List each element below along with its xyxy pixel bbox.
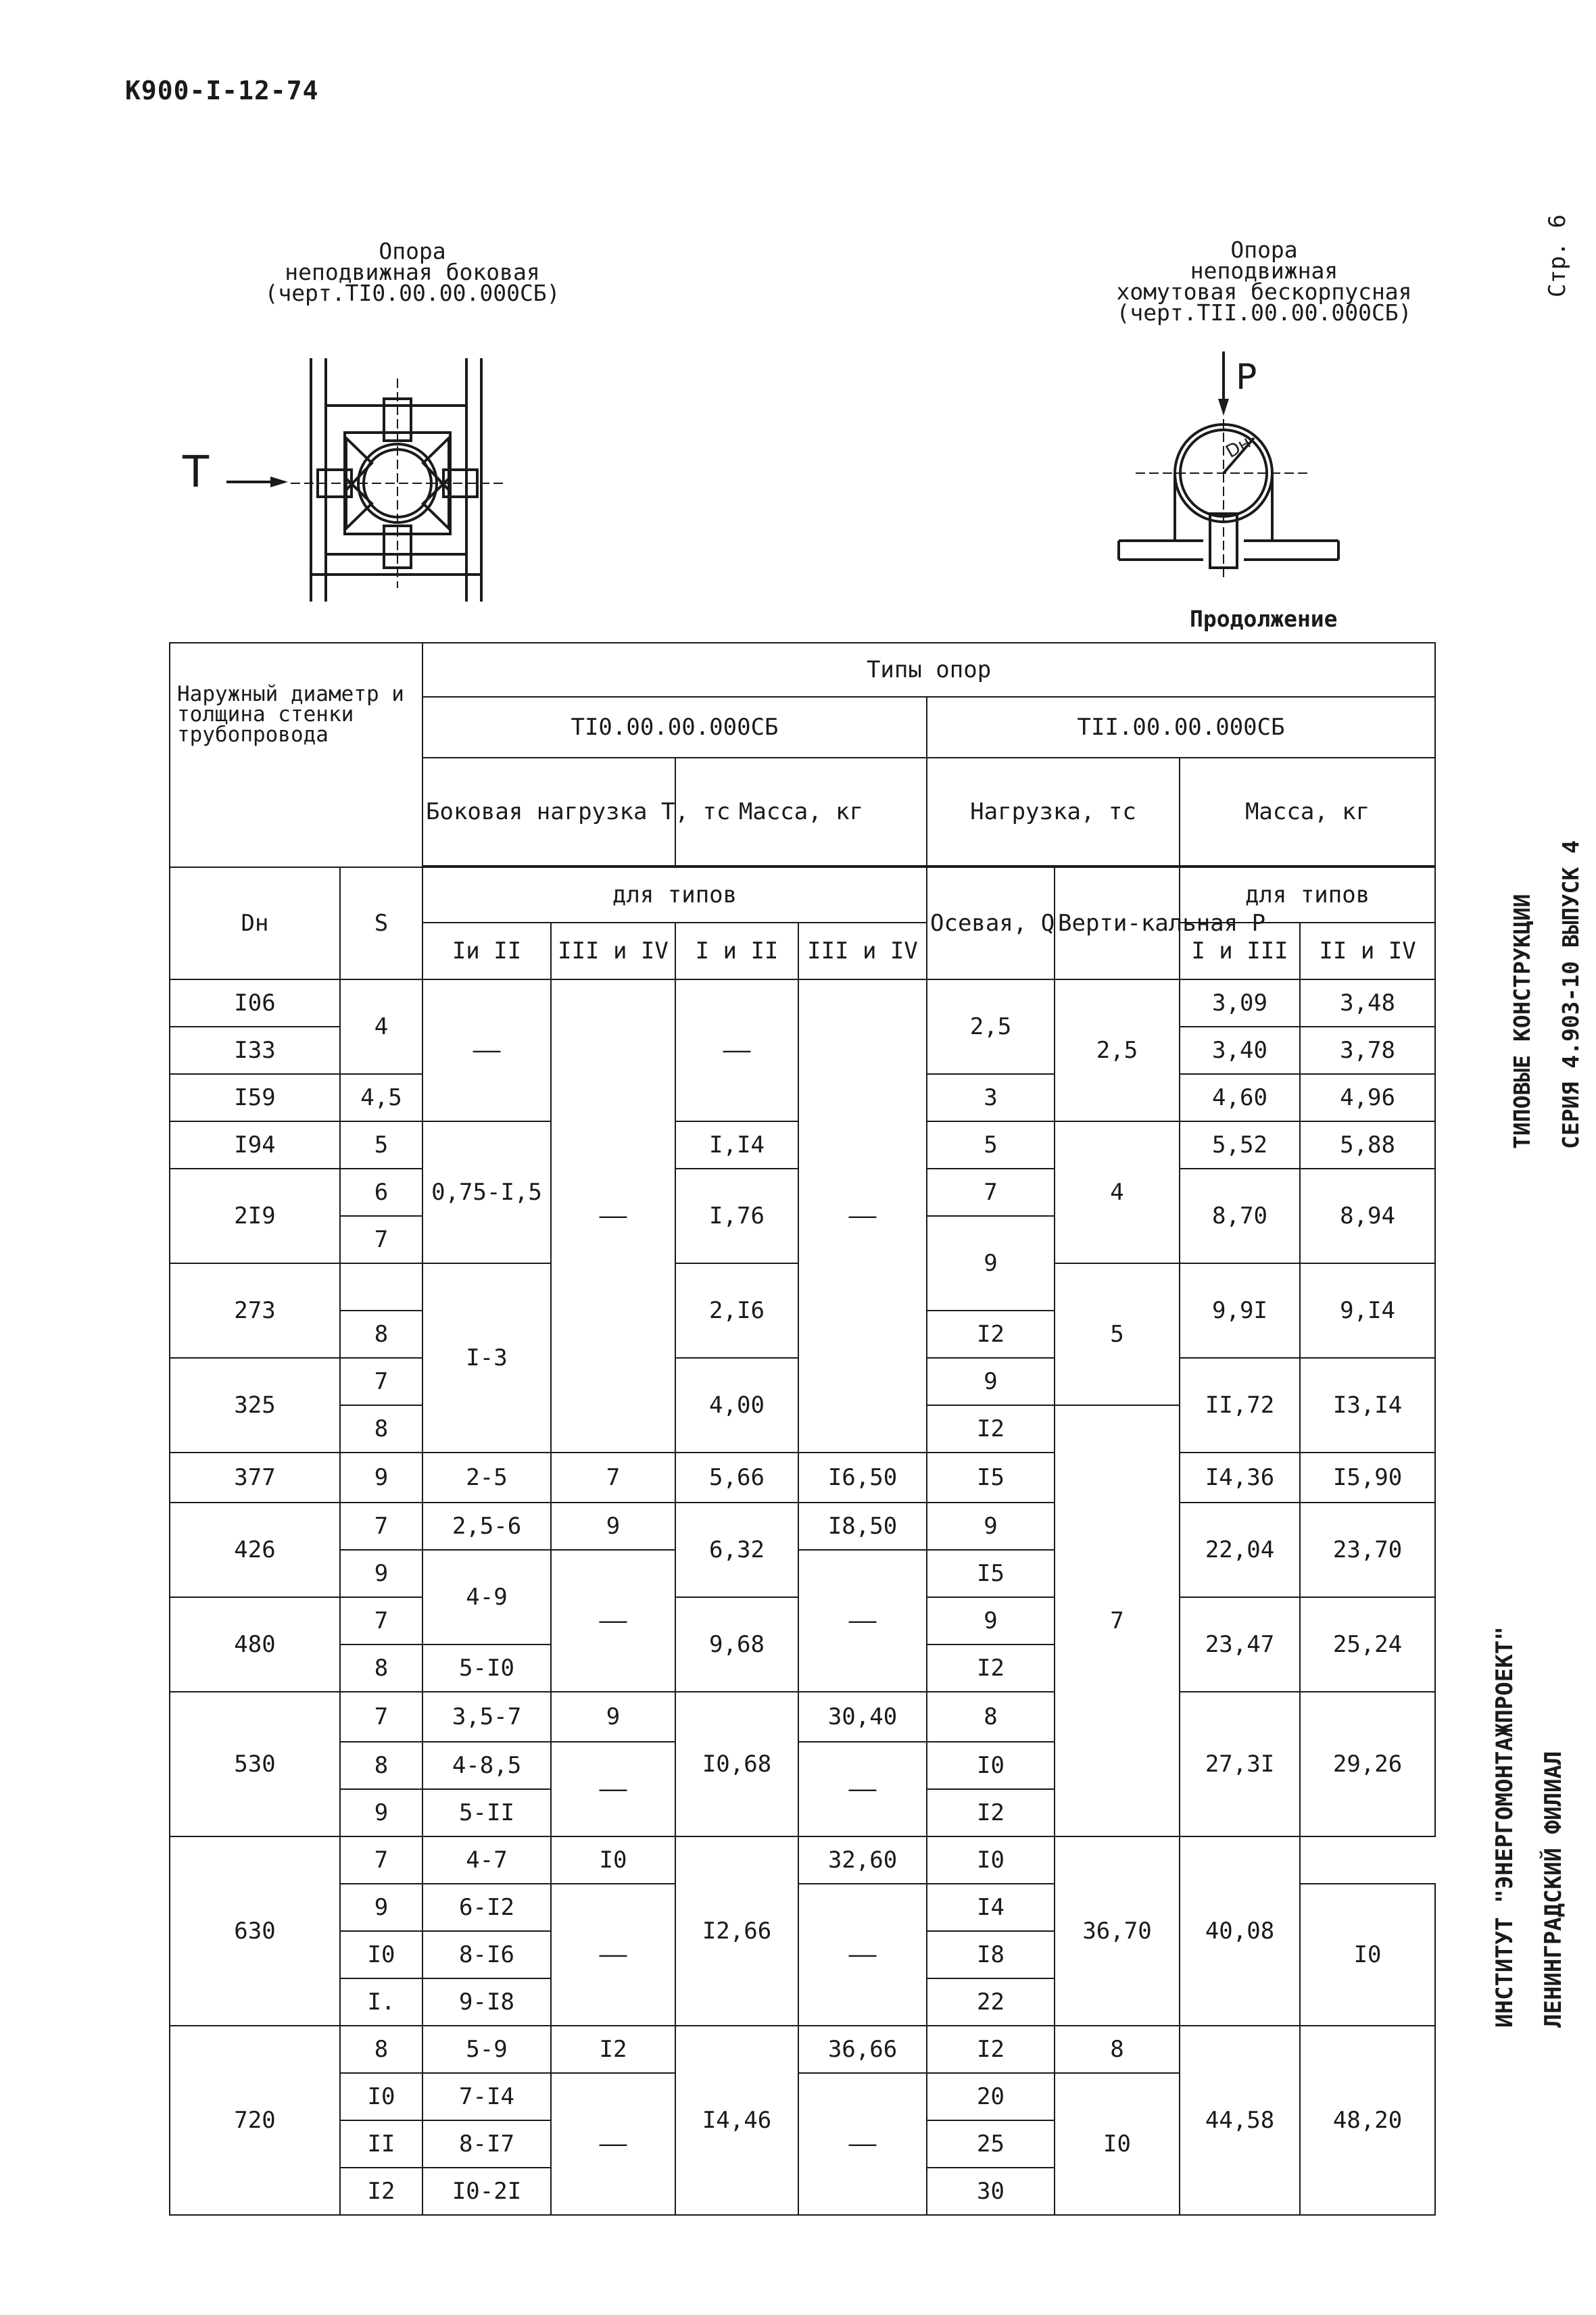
mass2-cell: 5,88 (1300, 1121, 1435, 1169)
vertical-cell: I0 (1055, 2073, 1180, 2215)
side-load-header: Боковая нагрузка T, тс (422, 758, 675, 866)
s-cell: I0 (340, 1931, 422, 1978)
supports-table (169, 642, 1436, 2216)
dn-cell: 480 (170, 1597, 340, 1692)
series-line-2: СЕРИЯ 4.903-10 ВЫПУСК 4 (1557, 840, 1584, 1149)
mass2-cell: 4,96 (1300, 1074, 1435, 1121)
s-cell: 7 (340, 1692, 422, 1742)
s-cell: 8 (340, 1405, 422, 1453)
mass2-cell: 8,94 (1300, 1169, 1435, 1263)
side-load-cell: 6-I2 (422, 1884, 551, 1931)
side-load-cell: 4-7 (422, 1836, 551, 1884)
mass-cell: —— (798, 1884, 927, 2026)
col-mass2-types-2-4: II и IV (1300, 923, 1435, 979)
mass2-cell: II,72 (1180, 1358, 1300, 1453)
col-types-1-2: Iи II (422, 923, 551, 979)
mass-cell: —— (675, 979, 798, 1121)
mass2-cell: 29,26 (1300, 1692, 1435, 1836)
s-cell: 7 (340, 1503, 422, 1550)
mass2-cell: 23,70 (1300, 1503, 1435, 1597)
series-stamp (1498, 840, 1595, 1149)
s-cell: 9 (340, 1453, 422, 1503)
mass2-cell: 4,60 (1180, 1074, 1300, 1121)
axial-cell: I8 (927, 1931, 1055, 1978)
axial-cell: 7 (927, 1169, 1055, 1216)
axial-cell: 9 (927, 1597, 1055, 1644)
side-load-cell: I-3 (422, 1263, 551, 1453)
mass-cell: I4,46 (675, 2026, 798, 2215)
mass-cell: I2,66 (675, 1836, 798, 2026)
mass-cell: 2,I6 (675, 1263, 798, 1358)
s-cell: 6 (340, 1169, 422, 1216)
s-cell: 8 (340, 2026, 422, 2073)
side-load-cell: 5-II (422, 1789, 551, 1836)
dn-header: Dн (170, 867, 340, 979)
mass-cell: 9,68 (675, 1597, 798, 1692)
axial-cell: I2 (927, 1644, 1055, 1692)
axial-cell: I2 (927, 1405, 1055, 1453)
diameter-label: Dн (1222, 432, 1255, 463)
dn-cell: I06 (170, 979, 340, 1027)
side-load-cell: 9 (551, 1692, 675, 1742)
mass-header: Масса, кг (675, 758, 927, 866)
mass2-cell: I3,I4 (1300, 1358, 1435, 1453)
for-types-header-2: для типов (1180, 867, 1435, 923)
s-cell: I2 (340, 2168, 422, 2215)
col-mass-types-3-4: III и IV (798, 923, 927, 979)
dn-cell: I59 (170, 1074, 340, 1121)
axial-cell: 3 (927, 1074, 1055, 1121)
side-load-cell: 9 (551, 1503, 675, 1550)
mass2-cell: 23,47 (1180, 1597, 1300, 1692)
axial-cell: 9 (927, 1503, 1055, 1550)
mass2-cell: 36,70 (1055, 1836, 1180, 2026)
side-load-cell: 7 (551, 1453, 675, 1503)
axial-cell: I4 (927, 1884, 1055, 1931)
axial-cell: 9 (927, 1358, 1055, 1405)
axial-load-header: Осевая, Q (927, 867, 1055, 979)
document-code: К900-I-12-74 (125, 76, 319, 105)
series-line-1: ТИПОВЫЕ КОНСТРУКЦИИ (1509, 894, 1535, 1149)
mass2-cell: 22,04 (1180, 1503, 1300, 1597)
s-cell: 9 (340, 1884, 422, 1931)
mass-cell: I0,68 (675, 1692, 798, 1836)
s-cell: 4 (340, 979, 422, 1074)
mass2-cell: 3,78 (1300, 1027, 1435, 1074)
mass-cell: 32,60 (798, 1836, 927, 1884)
mass2-cell: 5,52 (1180, 1121, 1300, 1169)
axial-cell: 20 (927, 2073, 1055, 2120)
mass2-cell: 27,3I (1180, 1692, 1300, 1836)
s-cell: 8 (340, 1644, 422, 1692)
side-load-cell: 5-I0 (422, 1644, 551, 1692)
mass-cell: I6,50 (798, 1453, 927, 1503)
axial-cell: 30 (927, 2168, 1055, 2215)
left-drawing-caption: Опора неподвижная боковая (черт.ТI0.00.00.000СБ) (264, 238, 560, 306)
dn-cell: 426 (170, 1503, 340, 1597)
mass-cell: I8,50 (798, 1503, 927, 1550)
side-load-cell: 7-I4 (422, 2073, 551, 2120)
s-cell: I0 (340, 2073, 422, 2120)
side-load-cell: —— (422, 979, 551, 1121)
mass-cell: —— (798, 1550, 927, 1692)
mass-cell: I,I4 (675, 1121, 798, 1169)
side-load-cell: 2-5 (422, 1453, 551, 1503)
dn-cell: 273 (170, 1263, 340, 1358)
mass2-cell: 48,20 (1300, 2026, 1435, 2215)
mass-cell: 4,00 (675, 1358, 798, 1453)
s-cell: I. (340, 1978, 422, 2026)
mass-header-2: Масса, кг (1180, 758, 1435, 866)
vertical-load-header: Верти-кальная P (1055, 867, 1180, 979)
axial-cell: I2 (927, 1789, 1055, 1836)
s-cell: 9 (340, 1789, 422, 1836)
axial-cell: 5 (927, 1121, 1055, 1169)
vertical-cell: 5 (1055, 1263, 1180, 1405)
side-load-cell: 4-9 (422, 1550, 551, 1644)
continuation-label: Продолжение (1190, 606, 1338, 632)
force-t-label: T (183, 447, 210, 497)
side-load-cell: 4-8,5 (422, 1742, 551, 1789)
dn-cell: I33 (170, 1027, 340, 1074)
s-cell: 7 (340, 1216, 422, 1263)
mass2-cell: 25,24 (1300, 1597, 1435, 1692)
vertical-cell: 2,5 (1055, 979, 1180, 1121)
side-load-cell: 2,5-6 (422, 1503, 551, 1550)
mass-cell: 6,32 (675, 1503, 798, 1597)
mass2-cell: 40,08 (1180, 1836, 1300, 2026)
mass2-cell: 3,40 (1180, 1027, 1300, 1074)
side-load-cell: 8-I6 (422, 1931, 551, 1978)
mass-cell: —— (798, 979, 927, 1453)
type-t11-header: ТII.00.00.000СБ (927, 697, 1435, 758)
axial-cell: I5 (927, 1550, 1055, 1597)
mass2-cell: 8,70 (1180, 1169, 1300, 1263)
s-cell: 8 (340, 1311, 422, 1358)
axial-cell: 2,5 (927, 979, 1055, 1074)
s-header: S (340, 867, 422, 979)
axial-cell: I5 (927, 1453, 1055, 1503)
for-types-header: для типов (422, 867, 927, 923)
axial-cell: I0 (927, 1742, 1055, 1789)
dn-cell: I94 (170, 1121, 340, 1169)
axial-cell: 22 (927, 1978, 1055, 2026)
dn-cell: 530 (170, 1692, 340, 1836)
s-cell (340, 1263, 422, 1311)
types-header: Типы опор (422, 643, 1435, 697)
vertical-cell: 7 (1055, 1405, 1180, 1836)
s-cell: 7 (340, 1597, 422, 1644)
side-load-cell: —— (551, 1550, 675, 1692)
dn-cell: 630 (170, 1836, 340, 2026)
pipe-header: Наружный диаметр и толщина стенки трубопровода (170, 643, 422, 867)
side-load-cell: 8-I7 (422, 2120, 551, 2168)
s-cell: 7 (340, 1836, 422, 1884)
vertical-cell: 4 (1055, 1121, 1180, 1263)
mass-cell: 30,40 (798, 1692, 927, 1742)
dn-cell: 720 (170, 2026, 340, 2215)
axial-cell: 9 (927, 1216, 1055, 1311)
vertical-cell: 8 (1055, 2026, 1180, 2073)
mass-cell: 36,66 (798, 2026, 927, 2073)
load-header: Нагрузка, тс (927, 758, 1180, 866)
side-load-cell: I0 (551, 1836, 675, 1884)
side-load-cell: —— (551, 1742, 675, 1836)
mass-cell: —— (798, 1742, 927, 1836)
force-p-label: P (1236, 357, 1257, 397)
s-cell: 4,5 (340, 1074, 422, 1121)
side-load-cell: 9-I8 (422, 1978, 551, 2026)
right-drawing-caption: Опора неподвижная хомутовая бескорпусная (черт.ТII.00.00.000СБ) (1116, 237, 1412, 326)
page-number: Стр. 6 (1544, 214, 1571, 297)
s-cell: 9 (340, 1550, 422, 1597)
mass2-cell: 3,48 (1300, 979, 1435, 1027)
s-cell: II (340, 2120, 422, 2168)
side-load-cell: 0,75-I,5 (422, 1121, 551, 1263)
axial-cell: I2 (927, 1311, 1055, 1358)
institute-line-1: ИНСТИТУТ "ЭНЕРГОМОНТАЖПРОЕКТ" (1491, 1626, 1518, 2028)
dn-cell: 377 (170, 1453, 340, 1503)
mass-cell: I,76 (675, 1169, 798, 1263)
left-support-drawing (169, 351, 548, 608)
institute-line-2: ЛЕНИНГРАДСКИЙ ФИЛИАЛ (1540, 1751, 1567, 2028)
mass-cell: 5,66 (675, 1453, 798, 1503)
side-load-cell: —— (551, 2073, 675, 2215)
mass2-cell: I5,90 (1300, 1453, 1435, 1503)
dn-cell: 2I9 (170, 1169, 340, 1263)
side-load-cell: —— (551, 979, 675, 1453)
type-t10-header: ТI0.00.00.000СБ (422, 697, 927, 758)
axial-cell: I0 (927, 1836, 1055, 1884)
axial-cell: 8 (927, 1692, 1055, 1742)
mass2-cell: 44,58 (1180, 2026, 1300, 2215)
s-cell: 8 (340, 1742, 422, 1789)
side-load-cell: —— (551, 1884, 675, 2026)
vertical-cell: I0 (1300, 1884, 1435, 2026)
col-mass-types-1-2: I и II (675, 923, 798, 979)
side-load-cell: I2 (551, 2026, 675, 2073)
mass-cell: —— (798, 2073, 927, 2215)
s-cell: 7 (340, 1358, 422, 1405)
dn-cell: 325 (170, 1358, 340, 1453)
side-load-cell: 5-9 (422, 2026, 551, 2073)
mass2-cell: 9,9I (1180, 1263, 1300, 1358)
institute-stamp (1480, 1626, 1578, 2028)
col-types-3-4: III и IV (551, 923, 675, 979)
mass2-cell: I4,36 (1180, 1453, 1300, 1503)
axial-cell: 25 (927, 2120, 1055, 2168)
mass2-cell: 9,I4 (1300, 1263, 1435, 1358)
axial-cell: I2 (927, 2026, 1055, 2073)
side-load-cell: 3,5-7 (422, 1692, 551, 1742)
mass2-cell: 3,09 (1180, 979, 1300, 1027)
col-mass2-types-1-3: I и III (1180, 923, 1300, 979)
right-support-drawing (1109, 351, 1352, 588)
side-load-cell: I0-2I (422, 2168, 551, 2215)
s-cell: 5 (340, 1121, 422, 1169)
